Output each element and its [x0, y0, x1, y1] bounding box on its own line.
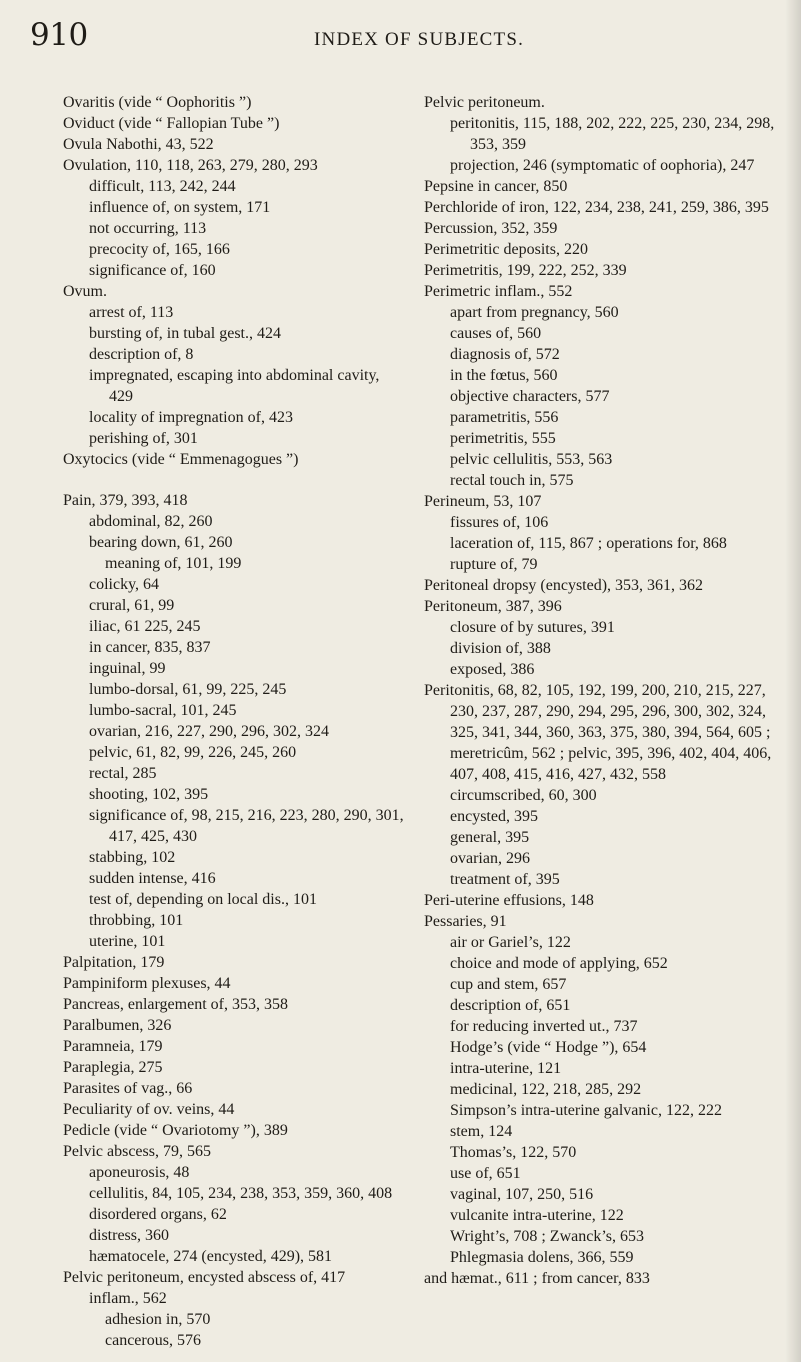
index-subentry: fissures of, 106 — [450, 514, 549, 531]
index-subentry: Wright’s, 708 ; Zwanck’s, 653 — [450, 1228, 644, 1245]
index-subentry: throbbing, 101 — [89, 912, 184, 929]
index-subentry: aponeurosis, 48 — [89, 1164, 190, 1181]
index-subentry: vulcanite intra-uterine, 122 — [450, 1207, 624, 1224]
index-subentry: lumbo-dorsal, 61, 99, 225, 245 — [89, 681, 287, 698]
index-subentry: objective characters, 577 — [450, 388, 610, 405]
index-subentry: shooting, 102, 395 — [89, 786, 209, 803]
index-subentry: cellulitis, 84, 105, 234, 238, 353, 359, 360, 408 — [89, 1185, 393, 1202]
index-entry-paraplegia: Paraplegia, 275 — [63, 1059, 163, 1076]
index-entry-pedicle: Pedicle (vide “ Ovariotomy ”), 389 — [63, 1122, 288, 1139]
index-entry-pepsine: Pepsine in cancer, 850 — [424, 178, 568, 195]
index-subentry: influence of, on system, 171 — [89, 199, 271, 216]
index-subentry: description of, 651 — [450, 997, 571, 1014]
index-subentry: significance of, 98, 215, 216, 223, 280, 290, 301, 417, 425, 430 — [89, 807, 404, 845]
index-entry-parasites: Parasites of vag., 66 — [63, 1080, 193, 1097]
page-number: 910 — [30, 17, 88, 53]
index-subentry: Hodge’s (vide “ Hodge ”), 654 — [450, 1039, 647, 1056]
index-subentry: bursting of, in tubal gest., 424 — [89, 325, 281, 342]
index-entry-perimetritic-deposits: Perimetritic deposits, 220 — [424, 241, 588, 258]
index-entry-pessaries: Pessaries, 91 — [424, 913, 507, 930]
index-entry-palpitation: Palpitation, 179 — [63, 954, 165, 971]
index-entry-pelvic-abscess: Pelvic abscess, 79, 565 — [63, 1143, 211, 1160]
index-entry-pancreas: Pancreas, enlargement of, 353, 358 — [63, 996, 288, 1013]
index-subentry: uterine, 101 — [89, 933, 166, 950]
index-subentry: division of, 388 — [450, 640, 551, 657]
index-subentry: for reducing inverted ut., 737 — [450, 1018, 638, 1035]
index-subentry: precocity of, 165, 166 — [89, 241, 230, 258]
index-subentry: intra-uterine, 121 — [450, 1060, 562, 1077]
index-subentry: distress, 360 — [89, 1227, 169, 1244]
index-subentry: diagnosis of, 572 — [450, 346, 560, 363]
index-entry-oxytocics: Oxytocics (vide “ Emmenagogues ”) — [63, 451, 299, 468]
index-subentry: air or Gariel’s, 122 — [450, 934, 571, 951]
index-subentry: ovarian, 296 — [450, 850, 530, 867]
index-subentry: impregnated, escaping into abdominal cavity, 429 — [89, 367, 380, 405]
index-subentry: abdominal, 82, 260 — [89, 513, 213, 530]
index-subentry: pelvic cellulitis, 553, 563 — [450, 451, 613, 468]
left-index-column — [63, 92, 406, 1351]
index-subentry: locality of impregnation of, 423 — [89, 409, 293, 426]
index-subentry: inguinal, 99 — [89, 660, 166, 677]
index-subentry: crural, 61, 99 — [89, 597, 175, 614]
index-subentry: inflam., 562 — [89, 1290, 167, 1307]
index-entry-ovum: Ovum. — [63, 283, 107, 300]
index-subentry: use of, 651 — [450, 1165, 521, 1182]
index-subentry: circumscribed, 60, 300 — [450, 787, 597, 804]
index-entry-perchloride: Perchloride of iron, 122, 234, 238, 241, 259, 386, 395 — [424, 199, 769, 216]
index-subentry: medicinal, 122, 218, 285, 292 — [450, 1081, 642, 1098]
index-entry-oviduct: Oviduct (vide “ Fallopian Tube ”) — [63, 115, 280, 132]
index-subentry: in cancer, 835, 837 — [89, 639, 211, 656]
index-subentry: arrest of, 113 — [89, 304, 174, 321]
index-subentry: not occurring, 113 — [89, 220, 207, 237]
index-entry-ovulation: Ovulation, 110, 118, 263, 279, 280, 293 — [63, 157, 318, 174]
index-entry-ovula-nabothi: Ovula Nabothi, 43, 522 — [63, 136, 214, 153]
index-subentry: rectal touch in, 575 — [450, 472, 574, 489]
index-subentry: rupture of, 79 — [450, 556, 538, 573]
index-subentry: hæmatocele, 274 (encysted, 429), 581 — [89, 1248, 333, 1265]
index-subentry: description of, 8 — [89, 346, 194, 363]
index-entry-perimetritis: Perimetritis, 199, 222, 252, 339 — [424, 262, 627, 279]
index-subentry: Simpson’s intra-uterine galvanic, 122, 222 — [450, 1102, 722, 1119]
index-subentry: lumbo-sacral, 101, 245 — [89, 702, 237, 719]
index-entry-pain: Pain, 379, 393, 418 — [63, 492, 188, 509]
index-subentry: test of, depending on local dis., 101 — [89, 891, 317, 908]
index-entry-peculiarity: Peculiarity of ov. veins, 44 — [63, 1101, 235, 1118]
index-subentry: perishing of, 301 — [89, 430, 198, 447]
index-subentry: causes of, 560 — [450, 325, 542, 342]
index-subentry: sudden intense, 416 — [89, 870, 216, 887]
index-subentry: laceration of, 115, 867 ; operations for, 868 — [450, 535, 727, 552]
index-subentry: bearing down, 61, 260 — [89, 534, 233, 551]
index-entry-phlegmasia-dolens: and hæmat., 611 ; from cancer, 833 — [424, 1270, 650, 1287]
index-entry-peri-uterine-effusions: Peri-uterine effusions, 148 — [424, 892, 594, 909]
index-subentry: ovarian, 216, 227, 290, 296, 302, 324 — [89, 723, 329, 740]
index-entry-pelvic-peritoneum: Pelvic peritoneum, encysted abscess of, 417 — [63, 1269, 346, 1286]
index-subsubentry: adhesion in, 570 — [105, 1311, 211, 1328]
index-entry-ovaritis: Ovaritis (vide “ Oophoritis ”) — [63, 94, 252, 111]
index-subentry: colicky, 64 — [89, 576, 160, 593]
index-entry-peritoneum: Peritoneum, 387, 396 — [424, 598, 562, 615]
running-head: INDEX OF SUBJECTS. — [314, 29, 525, 50]
index-subsubentry: cancerous, 576 — [105, 1332, 201, 1349]
index-subentry: perimetritis, 555 — [450, 430, 556, 447]
index-subentry: in the fœtus, 560 — [450, 367, 558, 384]
index-entry-peritonitis: Peritonitis, 68, 82, 105, 192, 199, 200, 210, 215, 227, 230, 237, 287, 290, 294, 295, 296, 300, 302, 324, 325, 341, 344, 360, 363, 375, 380, 394, 564, 605 ; meretricûm, 562 ; pelvic, 395, 396, 402, 404, 406, 407, 408, 415, 416, 427, 432, 558 — [424, 682, 772, 783]
index-subentry: treatment of, 395 — [450, 871, 560, 888]
index-subentry: apart from pregnancy, 560 — [450, 304, 619, 321]
index-entry-pelvic-peritoneum-cont: Pelvic peritoneum. — [424, 94, 545, 111]
index-subentry: closure of by sutures, 391 — [450, 619, 615, 636]
index-entry-percussion: Percussion, 352, 359 — [424, 220, 558, 237]
index-entry-perineum: Perineum, 53, 107 — [424, 493, 542, 510]
index-entry-perimetric-inflam: Perimetric inflam., 552 — [424, 283, 573, 300]
index-subentry: cup and stem, 657 — [450, 976, 567, 993]
index-subentry: significance of, 160 — [89, 262, 216, 279]
index-subentry: parametritis, 556 — [450, 409, 559, 426]
index-entry-paramneia: Paramneia, 179 — [63, 1038, 163, 1055]
index-subentry: difficult, 113, 242, 244 — [89, 178, 236, 195]
page-edge-shadow — [785, 0, 801, 1362]
index-subentry: Thomas’s, 122, 570 — [450, 1144, 577, 1161]
right-index-column — [424, 92, 778, 1289]
index-entry-peritoneal-dropsy: Peritoneal dropsy (encysted), 353, 361, 362 — [424, 577, 704, 594]
index-entry-pampiniform-plexuses: Pampiniform plexuses, 44 — [63, 975, 231, 992]
index-subsubentry: meaning of, 101, 199 — [105, 555, 242, 572]
page-header — [28, 18, 788, 82]
index-subentry: iliac, 61 225, 245 — [89, 618, 201, 635]
index-subentry: choice and mode of applying, 652 — [450, 955, 668, 972]
index-subentry: Phlegmasia dolens, 366, 559 — [450, 1249, 634, 1266]
index-subentry: encysted, 395 — [450, 808, 538, 825]
index-subentry: exposed, 386 — [450, 661, 535, 678]
index-subentry: pelvic, 61, 82, 99, 226, 245, 260 — [89, 744, 297, 761]
index-subentry: vaginal, 107, 250, 516 — [450, 1186, 594, 1203]
index-subentry: peritonitis, 115, 188, 202, 222, 225, 230, 234, 298, 353, 359 — [450, 115, 775, 153]
index-subentry: general, 395 — [450, 829, 530, 846]
index-subentry: disordered organs, 62 — [89, 1206, 227, 1223]
index-subentry: stem, 124 — [450, 1123, 513, 1140]
index-subentry: projection, 246 (symptomatic of oophoria), 247 — [450, 157, 755, 174]
index-subentry: stabbing, 102 — [89, 849, 176, 866]
index-entry-paralbumen: Paralbumen, 326 — [63, 1017, 172, 1034]
index-subentry: rectal, 285 — [89, 765, 157, 782]
